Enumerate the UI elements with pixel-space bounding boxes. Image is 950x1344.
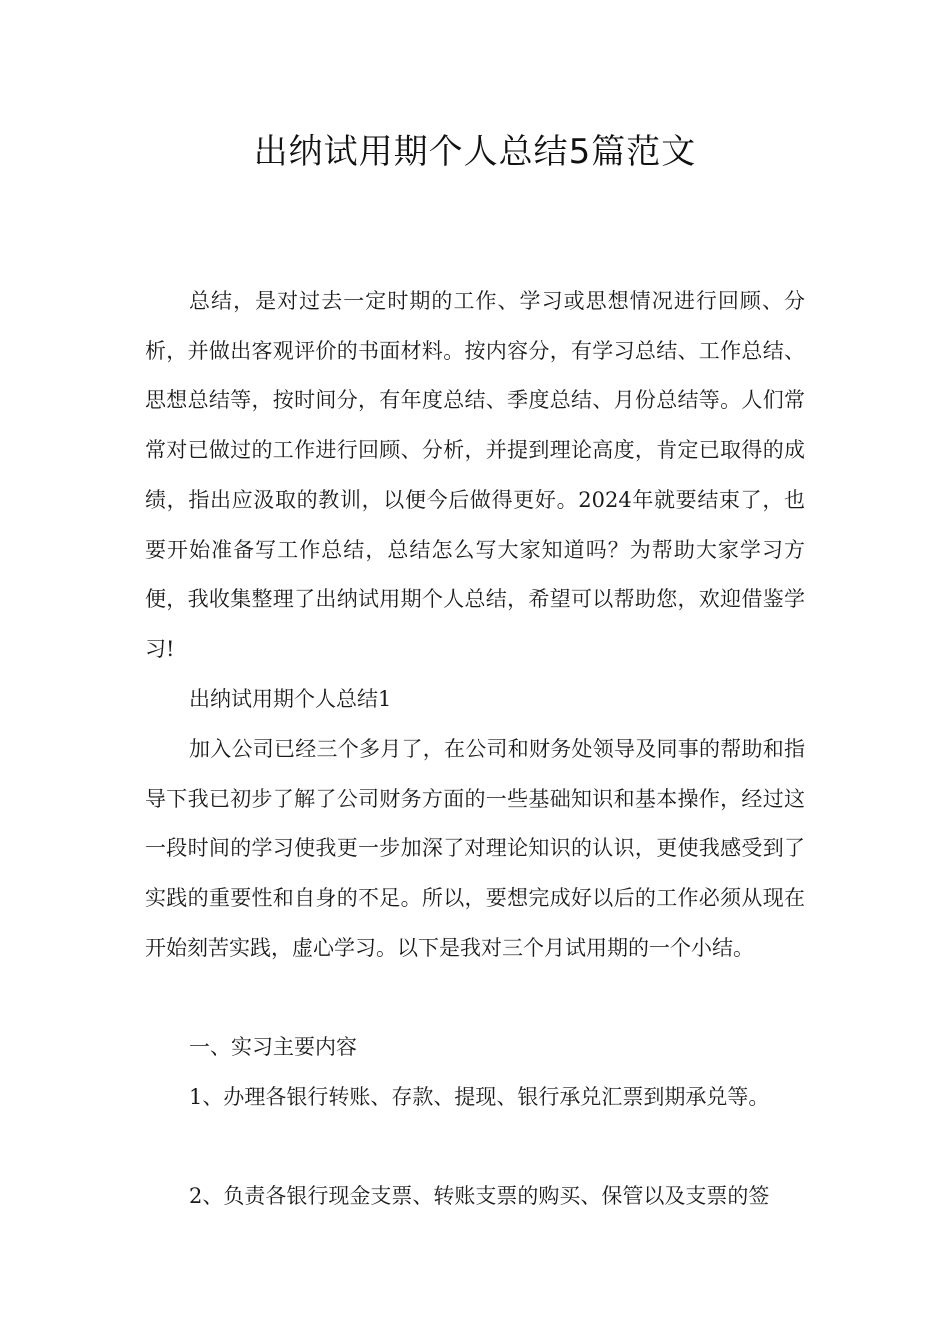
paragraph-1: 加入公司已经三个多月了，在公司和财务处领导及同事的帮助和指导下我已初步了解了公司财务方面的一些基础知识和基本操作，经过这一段时间的学习使我更一步加深了对理论知识的认识，更使我感受到了实践的重要性和自身的不足。所以，要想完成好以后的工作必须从现在开始刻苦实践，虚心学习。以下是我对三个月试用期的一个小结。	[145, 737, 805, 960]
outline-heading-block	[145, 1023, 805, 1073]
section-heading-block	[145, 675, 805, 725]
intro-paragraph-block	[145, 277, 805, 675]
list-item-block-2	[145, 1172, 805, 1222]
document-title: 出纳试用期个人总结5篇范文	[253, 132, 697, 172]
list-item-1: 1、办理各银行转账、存款、提现、银行承兑汇票到期承兑等。	[189, 1085, 770, 1109]
outline-heading: 一、实习主要内容	[189, 1035, 357, 1059]
list-item-block-1	[145, 1073, 805, 1123]
intro-paragraph: 总结，是对过去一定时期的工作、学习或思想情况进行回顾、分析，并做出客观评价的书面材料。按内容分，有学习总结、工作总结、思想总结等，按时间分，有年度总结、季度总结、月份总结等。人们常常对已做过的工作进行回顾、分析，并提到理论高度，肯定已取得的成绩，指出应汲取的教训，以便今后做得更好。2024年就要结束了，也要开始准备写工作总结，总结怎么写大家知道吗？为帮助大家学习方便，我收集整理了出纳试用期个人总结，希望可以帮助您，欢迎借鉴学习!	[145, 289, 805, 661]
section-heading: 出纳试用期个人总结1	[189, 687, 392, 711]
paragraph-block-1	[145, 725, 805, 974]
list-item-2: 2、负责各银行现金支票、转账支票的购买、保管以及支票的签	[189, 1184, 770, 1208]
